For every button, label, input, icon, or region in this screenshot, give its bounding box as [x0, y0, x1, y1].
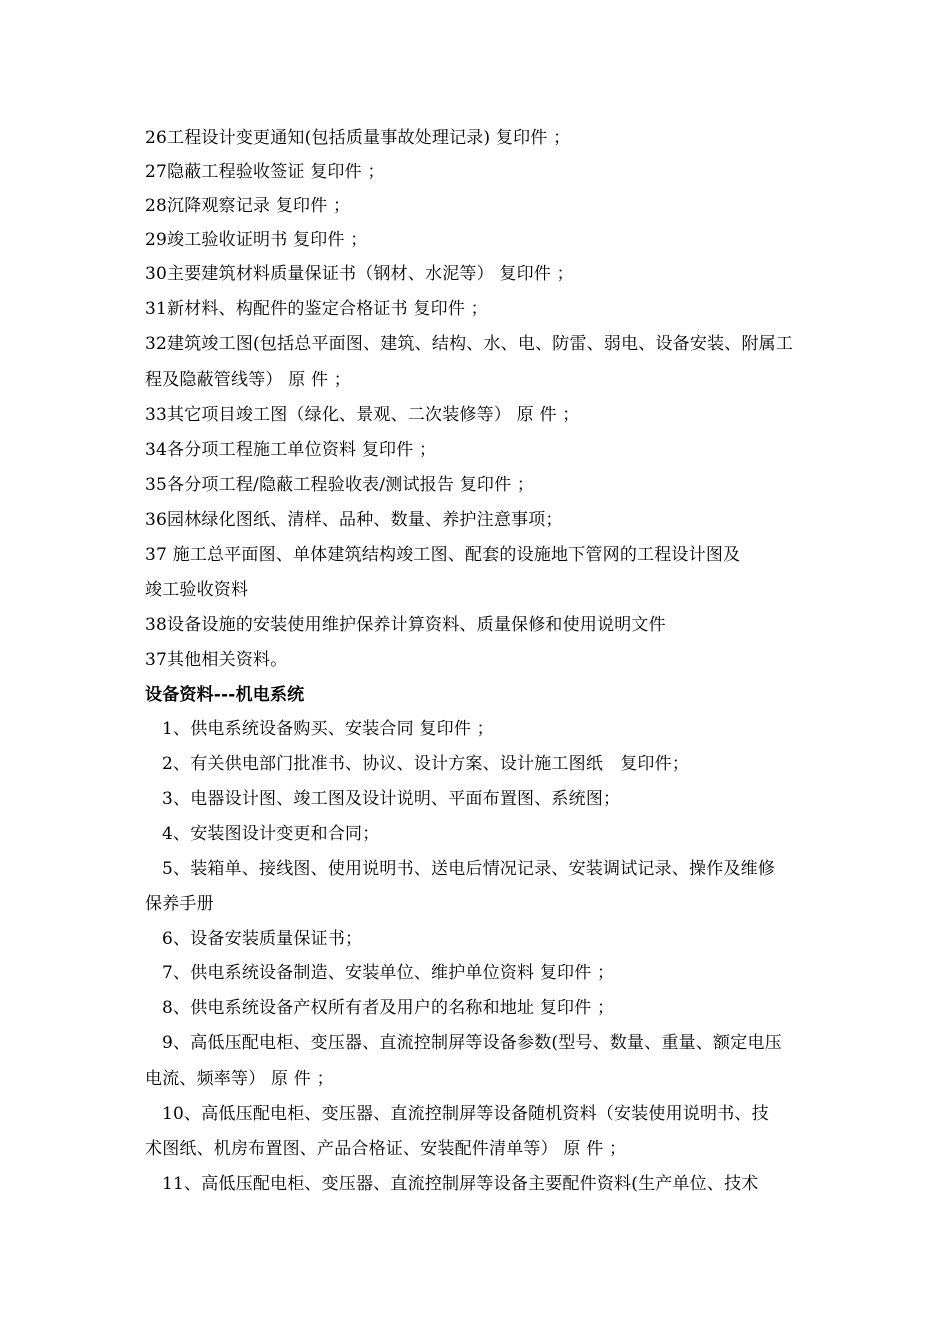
list-item-continuation: 保养手册 — [145, 894, 214, 914]
list-item: 9、高低压配电柜、变压器、直流控制屏等设备参数(型号、数量、重量、额定电压 — [162, 1033, 782, 1053]
text-line: 38设备设施的安装使用维护保养计算资料、质量保修和使用说明文件 — [145, 615, 666, 635]
text-line: 32建筑竣工图(包括总平面图、建筑、结构、水、电、防雷、弱电、设备安装、附属工 — [145, 334, 794, 354]
list-item: 4、安装图设计变更和合同； — [162, 824, 380, 844]
list-item: 5、装箱单、接线图、使用说明书、送电后情况记录、安装调试记录、操作及维修 — [162, 859, 776, 879]
text-line: 37其他相关资料。 — [145, 650, 288, 670]
text-line: 28沉降观察记录 复印件 ； — [145, 196, 351, 216]
text-line: 35各分项工程/隐蔽工程验收表/测试报告 复印件 ； — [145, 475, 535, 495]
text-line: 26工程设计变更通知(包括质量事故处理记录) 复印件 ； — [145, 128, 571, 148]
list-item: 3、电器设计图、竣工图及设计说明、平面布置图、系统图； — [162, 789, 621, 809]
text-line: 30主要建筑材料质量保证书（钢材、水泥等） 复印件 ； — [145, 264, 574, 284]
list-item-continuation: 术图纸、机房布置图、产品合格证、安装配件清单等） 原 件 ； — [145, 1139, 627, 1159]
list-item: 6、设备安装质量保证书； — [162, 929, 363, 949]
text-line: 37 施工总平面图、单体建筑结构竣工图、配套的设施地下管网的工程设计图及 — [145, 545, 741, 565]
section-heading: 设备资料---机电系统 — [145, 685, 305, 705]
text-line: 29竣工验收证明书 复印件 ； — [145, 230, 368, 250]
text-line: 程及隐蔽管线等） 原 件 ； — [145, 370, 352, 390]
list-item: 1、供电系统设备购买、安装合同 复印件 ； — [162, 719, 494, 739]
text-line: 36园林绿化图纸、清样、品种、数量、养护注意事项； — [145, 510, 563, 530]
list-item: 10、高低压配电柜、变压器、直流控制屏等设备随机资料（安装使用说明书、技 — [162, 1104, 769, 1124]
list-item: 2、有关供电部门批准书、协议、设计方案、设计施工图纸 复印件； — [162, 754, 690, 774]
text-line: 27隐蔽工程验收签证 复印件 ； — [145, 162, 385, 182]
list-item: 11、高低压配电柜、变压器、直流控制屏等设备主要配件资料(生产单位、技术 — [162, 1174, 759, 1194]
text-line: 竣工验收资料 — [145, 580, 249, 600]
text-line: 34各分项工程施工单位资料 复印件 ； — [145, 440, 437, 460]
text-line: 33其它项目竣工图（绿化、景观、二次装修等） 原 件 ； — [145, 405, 580, 425]
list-item-continuation: 电流、频率等） 原 件 ； — [145, 1069, 334, 1089]
list-item: 7、供电系统设备制造、安装单位、维护单位资料 复印件 ； — [162, 963, 615, 983]
text-line: 31新材料、构配件的鉴定合格证书 复印件 ； — [145, 299, 488, 319]
list-item: 8、供电系统设备产权所有者及用户的名称和地址 复印件 ； — [162, 998, 615, 1018]
